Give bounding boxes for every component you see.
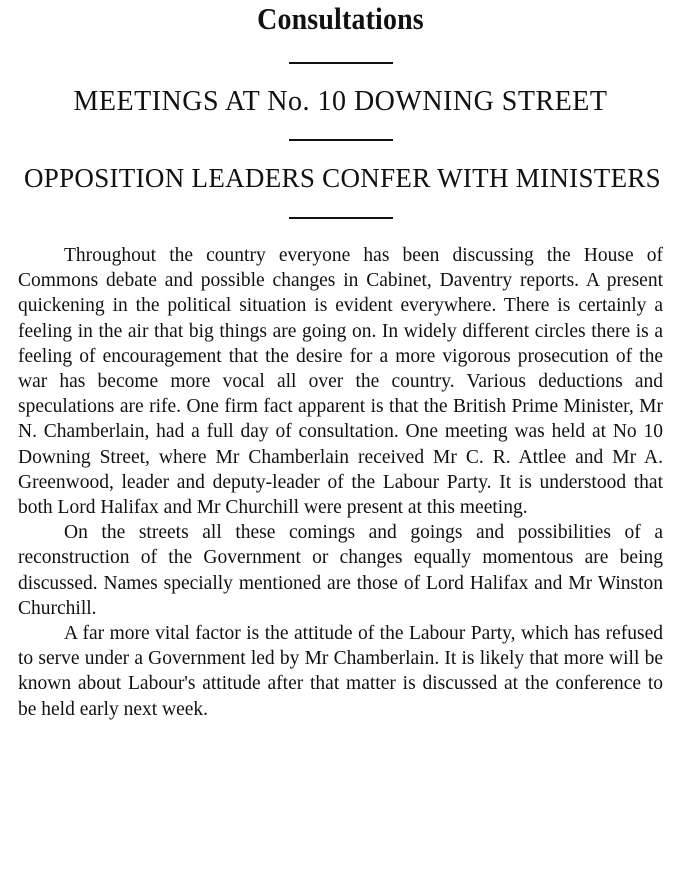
headline-divider [289,217,393,219]
article-paragraph: Throughout the country everyone has been discussing the House of Commons debate and possible changes in Cabinet, Daventry reports. A present quickening in the political situation is evident everywhere. There is certainly a feeling in the air that big things are going on. In widely different circles there is a feeling of encouragement that the desire for a more vigorous prosecution of the war has become more vocal all over the country. Various deductions and speculations are rife. One firm fact apparent is that the British Prime Minister, Mr N. Chamberlain, had a full day of consultation. One meeting was held at No 10 Downing Street, where Mr Chamberlain received Mr C. R. Attlee and Mr A. Greenwood, leader and deputy-leader of the Labour Party. It is understood that both Lord Halifax and Mr Churchill were present at this meeting. [18,245,663,519]
tertiary-headline: OPPOSITION LEADERS CONFER WITH MINISTERS [23,163,662,193]
article-body [18,243,663,722]
article-paragraph: A far more vital factor is the attitude of the Labour Party, which has refused to serve under a Government led by Mr Chamberlain. It is likely that more will be known about Labour's attitude after that matter is discussed at the conference to be held early next week. [18,623,663,720]
main-headline: Consultations [257,1,424,36]
article-paragraph: On the streets all these comings and goings and possibilities of a reconstruction of the Government or changes equally momentous are being discussed. Names specially mentioned are those of Lord Halifax and Mr Winston Churchill. [18,522,663,619]
headline-divider [289,62,393,64]
headline-divider [289,139,393,141]
secondary-headline: MEETINGS AT No. 10 DOWNING STREET [73,86,608,117]
